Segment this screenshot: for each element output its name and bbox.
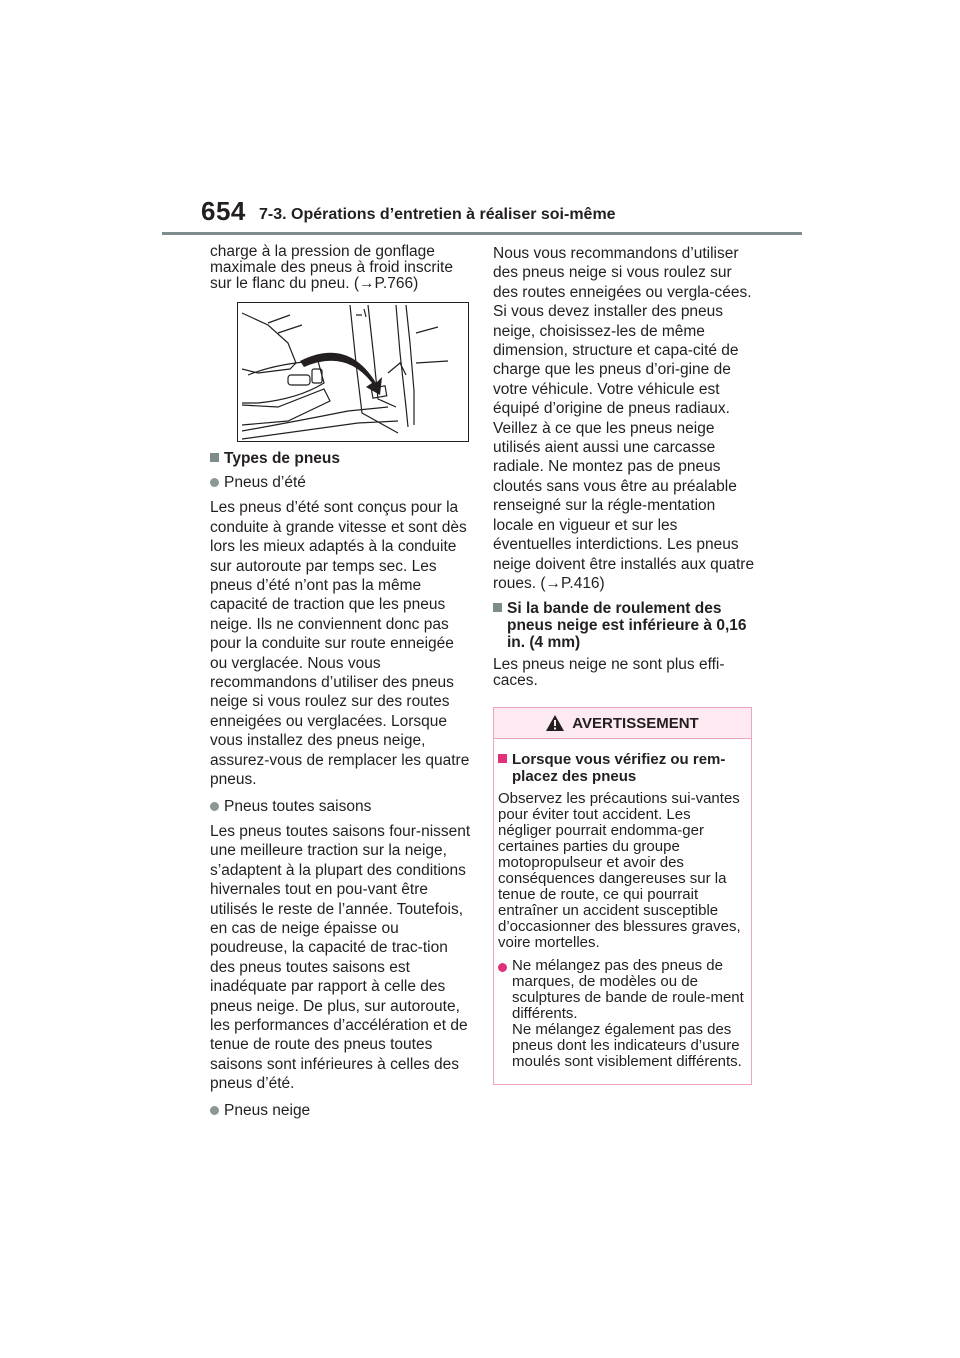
warning-heading xyxy=(498,751,745,785)
warning-bullet xyxy=(498,958,745,1070)
bullet-dot-icon xyxy=(210,1106,219,1115)
intro-paragraph: charge à la pression de gonflage maximale des pneus à froid inscrite sur le flanc du pneu. (→P.766) xyxy=(210,243,453,292)
page-header xyxy=(0,0,960,240)
snow-tires-label xyxy=(210,1101,472,1120)
right-column xyxy=(493,244,755,1085)
allseason-tires-paragraph: Les pneus toutes saisons four-nissent une meilleure traction sur la neige, s’adaptent à la plupart des conditions hivernales tout en pou-vant être utilisés le reste de l’année. Toutefois, en cas de neige épaisse ou poudreuse, la capacité de trac-tion des pneus toutes saisons est inadéquate par rapport à celle des pneus neige. De plus, sur autoroute, les performances d’accélération et de tenue de route des pneus toutes saisons sont inférieures à celles des pneus d’été. xyxy=(210,822,471,1093)
heading-square-icon xyxy=(493,603,502,612)
warning-bullet-text-2: Ne mélangez également pas des pneus dont les indicateurs d’usure moulés sont visiblement différents. xyxy=(512,1021,742,1071)
warning-heading-text: Lorsque vous vérifiez ou rem-placez des pneus xyxy=(512,751,726,786)
warning-paragraph: Observez les précautions sui-vantes pour éviter tout accident. Les négliger pourrait endomma-ger certaines parties du groupe motopropulseur et avoir des conséquences dangereuses sur la tenue de route, ce qui pourrait entraîner un accident susceptible d’occasionner des blessures graves, voire mortelles. xyxy=(498,790,741,952)
warning-bullet-text-1: Ne mélangez pas des pneus de marques, de modèles ou de sculptures de bande de roule-ment différents. xyxy=(512,957,744,1023)
door-pillar-drawing xyxy=(238,303,468,441)
heading-square-icon xyxy=(210,453,219,462)
snow-tires-paragraph: Nous vous recommandons d’utiliser des pneus neige si vous roulez sur des routes enneigées ou vergla-cées. Si vous devez installer des pneus neige, choisissez-les de même dimension, structure et capa-cité de charge que les pneus d’ori-gine de votre véhicule. Votre véhicule est équipé d’origine de pneus radiaux. Veillez à ce que les pneus neige utilisés aient aussi une carcasse radiale. Ne montez pas de pneus cloutés sans vous être au préalable renseigné sur la régle-mentation locale en vigueur et sur les éventuelles interdictions. Les pneus neige doivent être installés aux quatre roues. (→P.416) xyxy=(493,245,755,592)
heading-square-icon xyxy=(498,754,507,763)
page-number: 654 xyxy=(201,196,246,226)
types-heading-text: Types de pneus xyxy=(224,450,340,467)
summer-tires-label-text: Pneus d’été xyxy=(224,474,306,491)
warning-body xyxy=(494,739,751,1084)
warning-header xyxy=(494,708,751,739)
allseason-tires-label-text: Pneus toutes saisons xyxy=(224,797,372,815)
allseason-tires-label xyxy=(210,797,472,816)
left-column xyxy=(210,244,472,1126)
types-heading xyxy=(210,450,472,467)
warning-triangle-icon xyxy=(546,715,564,731)
bullet-dot-icon xyxy=(498,963,507,972)
tread-heading xyxy=(493,600,755,651)
bullet-dot-icon xyxy=(210,478,219,487)
tire-label-illustration xyxy=(237,302,469,442)
tread-paragraph: Les pneus neige ne sont plus effi-caces. xyxy=(493,656,725,690)
warning-title: AVERTISSEMENT xyxy=(572,714,699,732)
section-title: 7-3. Opérations d’entretien à réaliser soi-même xyxy=(259,206,616,223)
tread-heading-text: Si la bande de roulement des pneus neige est inférieure à 0,16 in. (4 mm) xyxy=(507,600,747,652)
snow-tires-label-text: Pneus neige xyxy=(224,1101,311,1119)
warning-box xyxy=(493,707,752,1085)
header-rule xyxy=(162,232,802,235)
summer-tires-label xyxy=(210,473,472,492)
bullet-dot-icon xyxy=(210,802,219,811)
summer-tires-paragraph: Les pneus d’été sont conçus pour la conduite à grande vitesse et sont dès lors les mieux adaptés à la conduite sur autoroute par temps sec. Les pneus d’été n’ont pas la même capacité de traction que les pneus neige. Ils ne conviennent donc pas pour la conduite sur route enneigée ou verglacée. Nous vous recommandons d’utiliser des pneus neige si vous roulez sur des routes enneigées ou verglacées. Lorsque vous installez des pneus neige, assurez-vous de remplacer les quatre pneus. xyxy=(210,499,470,789)
